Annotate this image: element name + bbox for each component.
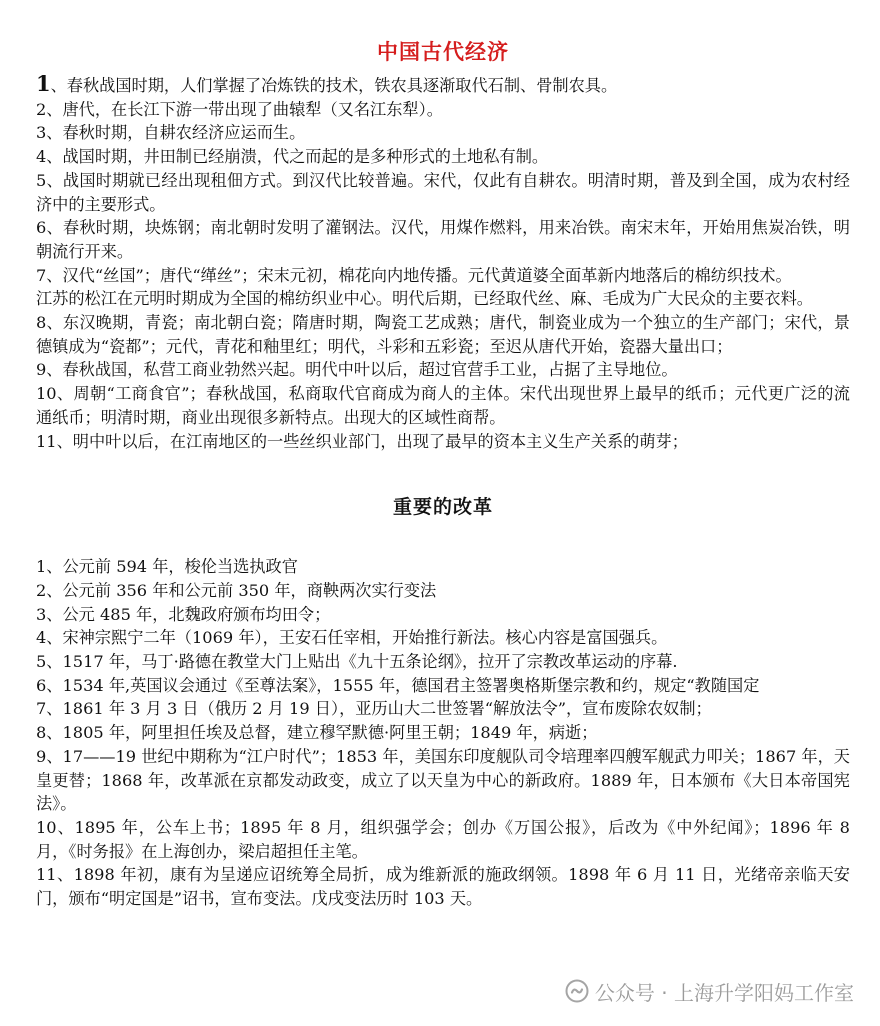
wechat-official-account-icon bbox=[565, 979, 589, 1003]
economy-item-3: 3、春秋时期，自耕农经济应运而生。 bbox=[36, 123, 306, 143]
economy-item-7-continued: 江苏的松江在元明时期成为全国的棉纺织业中心。明代后期，已经取代丝、麻、毛成为广大民众的主要衣料。 bbox=[36, 289, 813, 309]
economy-item-1 bbox=[36, 72, 850, 98]
economy-item-7: 7、汉代“丝国”；唐代“缂丝”；宋末元初，棉花向内地传播。元代黄道婆全面革新内地落后的棉纺织技术。 bbox=[36, 265, 792, 285]
economy-item-1-number: 1 bbox=[36, 71, 51, 96]
reform-item-2: 2、公元前 356 年和公元前 350 年，商鞅两次实行变法 bbox=[36, 580, 437, 600]
economy-item-5: 5、战国时期就已经出现租佃方式。到汉代比较普遍。宋代，仅此有自耕农。明清时期，普及到全国，成为农村经济中的主要形式。 bbox=[36, 170, 850, 214]
reform-item-11: 11、1898 年初，康有为呈递应诏统筹全局折，成为维新派的施政纲领。1898 年 6 月 11 日，光绪帝亲临天安门，颁布“明定国是”诏书，宣布变法。戊戌变法历时 103 天。 bbox=[36, 865, 850, 909]
watermark-text: 公众号 · 上海升学阳妈工作室 bbox=[594, 980, 854, 1005]
economy-item-6: 6、春秋时期，块炼钢；南北朝时发明了灌钢法。汉代，用煤作燃料，用来冶铁。南宋末年，开始用焦炭冶铁，明朝流行开来。 bbox=[36, 218, 850, 261]
reform-item-4: 4、宋神宗熙宁二年（1069 年），王安石任宰相，开始推行新法。核心内容是富国强兵。 bbox=[36, 628, 668, 648]
reform-item-7: 7、1861 年 3 月 3 日（俄历 2 月 19 日），亚历山大二世签署“解放法令”，宣布废除农奴制； bbox=[36, 699, 712, 719]
economy-list bbox=[36, 72, 850, 453]
reform-item-8: 8、1805 年，阿里担任埃及总督，建立穆罕默德·阿里王朝；1849 年，病逝； bbox=[36, 723, 598, 743]
reform-list bbox=[36, 555, 850, 911]
reform-section-title: 重要的改革 bbox=[392, 496, 493, 519]
reform-item-10: 10、1895 年，公车上书；1895 年 8 月，组织强学会；创办《万国公报》，后改为《中外纪闻》；1896 年 8 月，《时务报》在上海创办，梁启超担任主笔。 bbox=[36, 817, 850, 861]
economy-item-1-text: 、春秋战国时期，人们掌握了冶炼铁的技术，铁农具逐渐取代石制、骨制农具。 bbox=[50, 76, 618, 95]
economy-item-2: 2、唐代，在长江下游一带出现了曲辕犁（又名江东犁）。 bbox=[36, 99, 443, 119]
economy-item-8: 8、东汉晚期，青瓷；南北朝白瓷；隋唐时期，陶瓷工艺成熟；唐代，制瓷业成为一个独立的生产部门；宋代，景德镇成为“瓷都”；元代，青花和釉里红；明代，斗彩和五彩瓷；至迟从唐代开始，瓷器大量出口； bbox=[36, 313, 850, 356]
economy-item-4: 4、战国时期，井田制已经崩溃，代之而起的是多种形式的土地私有制。 bbox=[36, 147, 549, 167]
economy-item-11: 11、明中叶以后，在江南地区的一些丝织业部门，出现了最早的资本主义生产关系的萌芽； bbox=[36, 431, 688, 451]
reform-item-1: 1、公元前 594 年，梭伦当选执政官 bbox=[36, 557, 298, 577]
economy-item-10: 10、周朝“工商食官”；春秋战国，私商取代官商成为商人的主体。宋代出现世界上最早的纸币；元代更广泛的流通纸币；明清时期，商业出现很多新特点。出现大的区域性商帮。 bbox=[36, 384, 850, 427]
economy-item-9: 9、春秋战国，私营工商业勃然兴起。明代中叶以后，超过官营手工业，占据了主导地位。 bbox=[36, 360, 678, 380]
reform-item-5: 5、1517 年，马丁·路德在教堂大门上贴出《九十五条论纲》，拉开了宗教改革运动的序幕. bbox=[36, 652, 678, 672]
economy-section-title: 中国古代经济 bbox=[377, 39, 509, 64]
reform-item-6: 6、1534 年,英国议会通过《至尊法案》，1555 年，德国君主签署奥格斯堡宗教和约，规定“教随国定 bbox=[36, 675, 760, 695]
reform-item-3: 3、公元 485 年，北魏政府颁布均田令； bbox=[36, 604, 331, 624]
section-spacer bbox=[36, 525, 850, 555]
watermark bbox=[565, 976, 854, 1006]
reform-item-9: 9、17——19 世纪中期称为“江户时代”；1853 年，美国东印度舰队司令培理率四艘军舰武力叩关；1867 年，天皇更替；1868 年，改革派在京都发动政变，成立了以天皇为中心的新政府。1889 年，日本颁布《大日本帝国宪法》。 bbox=[36, 746, 850, 814]
section-spacer bbox=[36, 453, 850, 489]
